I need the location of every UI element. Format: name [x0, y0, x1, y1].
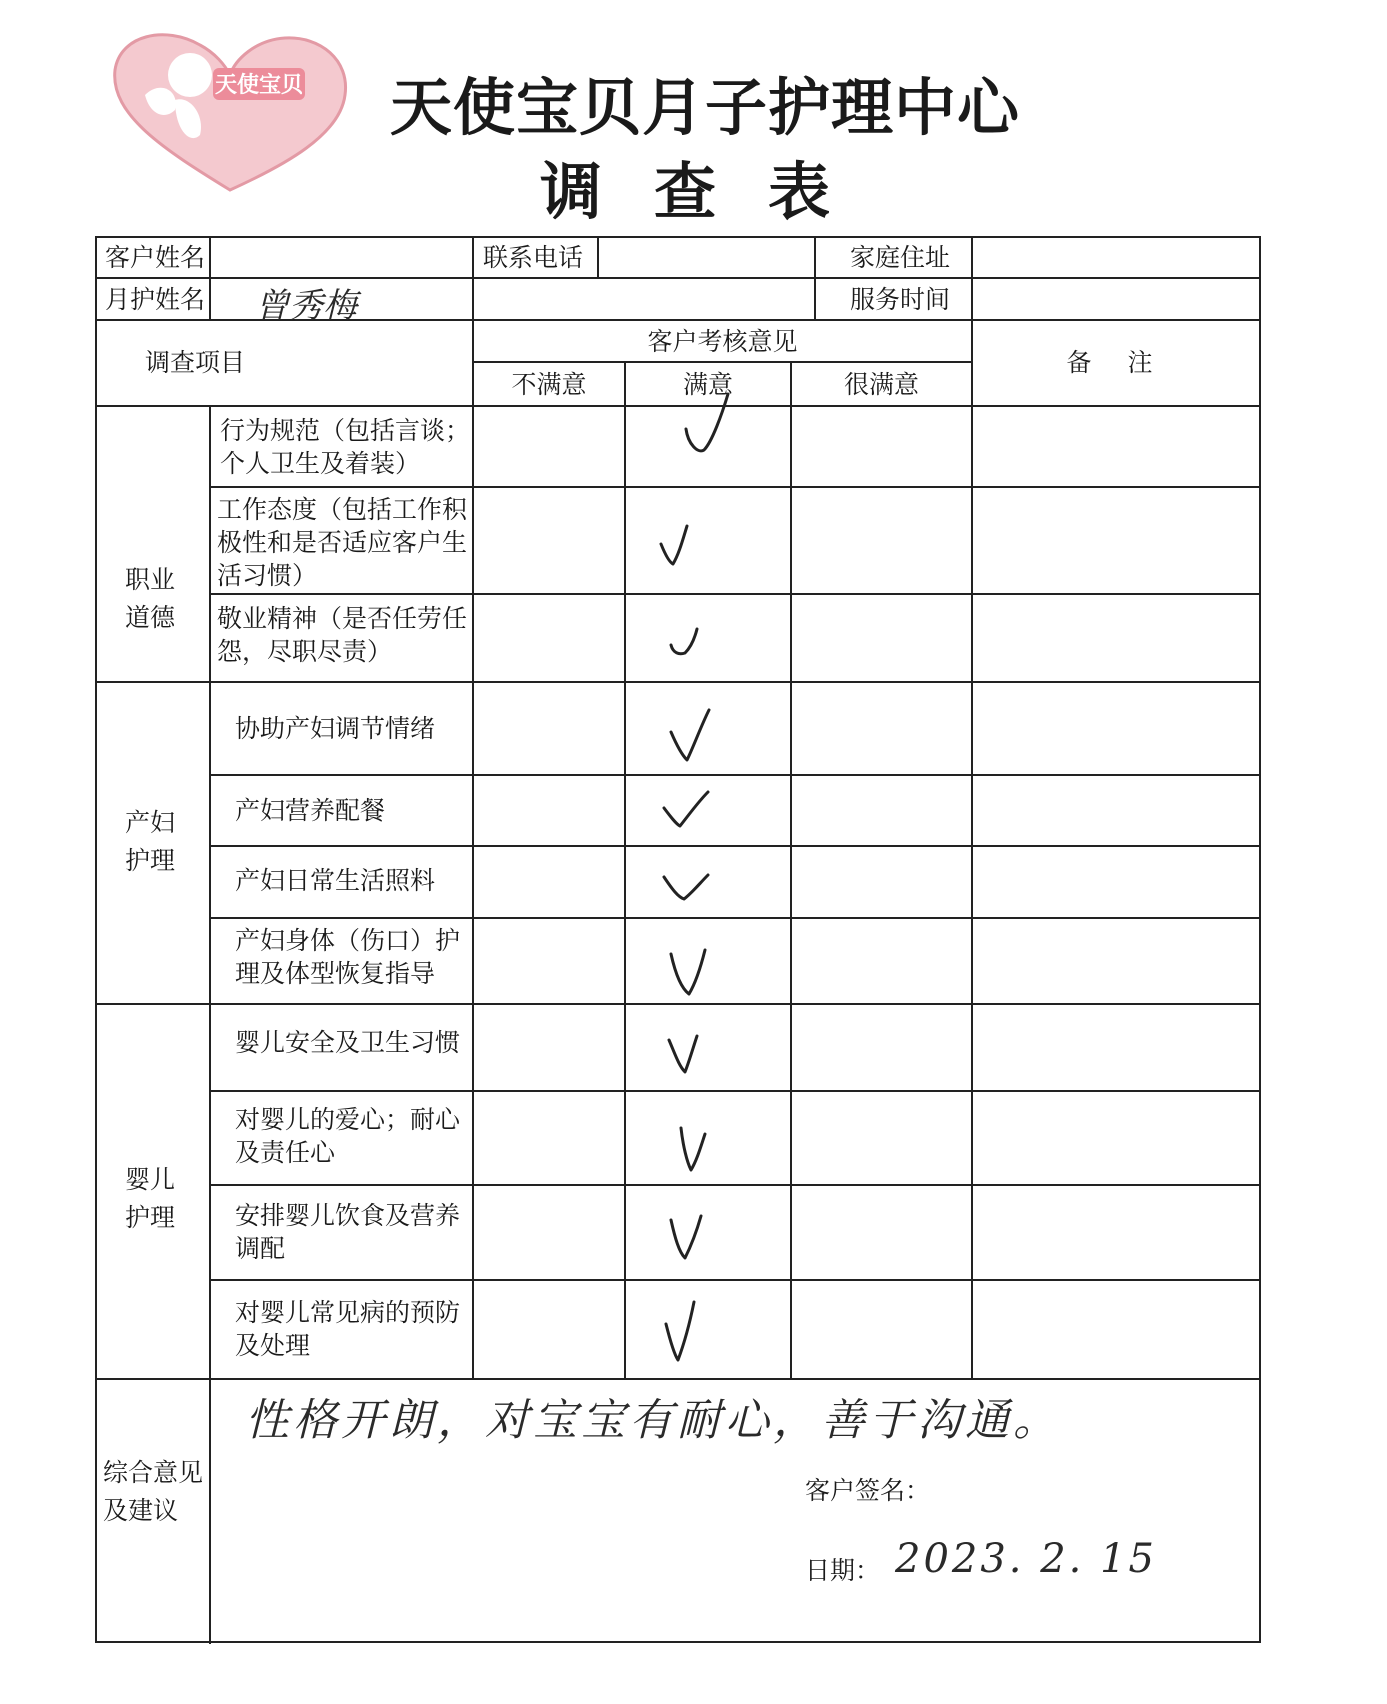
item-baby-diet: 安排婴儿饮食及营养 调配 — [235, 1201, 461, 1263]
service-time-label: 服务时间 — [850, 285, 951, 314]
nurse-name-value[interactable]: 曾秀梅 — [255, 286, 357, 326]
page-subtitle: 调查表 — [540, 155, 883, 228]
check-mark-icon[interactable] — [663, 1026, 713, 1086]
customer-opinion-header: 客户考核意见 — [647, 327, 798, 356]
col-satisfied-header: 满意 — [682, 370, 733, 399]
check-mark-icon[interactable] — [660, 786, 720, 836]
heart-angel-logo — [105, 20, 355, 195]
item-baby-illness: 对婴儿常见病的预防 及处理 — [235, 1298, 461, 1360]
check-mark-icon[interactable] — [660, 1294, 710, 1374]
item-dedication: 敬业精神（是否任劳任 怨，尽职尽责） — [217, 604, 468, 666]
check-mark-icon[interactable] — [665, 936, 715, 1006]
signature-label: 客户签名： — [805, 1476, 931, 1505]
page-title: 天使宝贝月子护理中心 — [390, 71, 1021, 144]
check-mark-icon[interactable] — [660, 861, 720, 911]
item-conduct: 行为规范（包括言谈； 个人卫生及着装） — [220, 416, 471, 478]
survey-form — [95, 236, 1261, 1644]
col-very-satisfied-header: 很满意 — [843, 370, 919, 399]
item-daily-care: 产妇日常生活照料 — [235, 866, 436, 895]
item-nutrition-meal: 产妇营养配餐 — [235, 796, 386, 825]
date-label: 日期： — [805, 1556, 881, 1585]
item-work-attitude: 工作态度（包括工作积 极性和是否适应客户生 活习惯） — [217, 495, 468, 590]
date-value[interactable]: 2023. 2. 15 — [895, 1536, 1158, 1582]
angel-head-icon — [168, 53, 212, 97]
remarks-header: 备 注 — [1066, 348, 1167, 377]
section-baby-care: 婴儿 护理 — [125, 1165, 176, 1232]
check-mark-icon[interactable] — [663, 621, 713, 671]
item-baby-love: 对婴儿的爱心；耐心 及责任心 — [235, 1105, 461, 1167]
item-emotion-support: 协助产妇调节情绪 — [235, 714, 436, 743]
summary-comment[interactable]: 性格开朗，对宝宝有耐心，善于沟通。 — [245, 1395, 1061, 1446]
address-label: 家庭住址 — [850, 243, 951, 272]
heart-shape — [115, 35, 346, 190]
logo-text: 天使宝贝 — [214, 73, 304, 98]
check-mark-icon[interactable] — [665, 1206, 715, 1276]
section-mother-care: 产妇 护理 — [125, 808, 176, 875]
section-ethics: 职业 道德 — [125, 565, 176, 632]
customer-name-label: 客户姓名 — [105, 243, 206, 272]
check-mark-icon[interactable] — [655, 514, 705, 574]
phone-label: 联系电话 — [483, 243, 584, 272]
check-mark-icon[interactable] — [665, 704, 725, 774]
item-baby-safety: 婴儿安全及卫生习惯 — [235, 1028, 461, 1057]
col-unsatisfied-header: 不满意 — [511, 370, 587, 399]
item-recovery-guidance: 产妇身体（伤口）护 理及体型恢复指导 — [235, 926, 461, 988]
summary-label: 综合意见 及建议 — [103, 1458, 204, 1525]
check-mark-icon[interactable] — [673, 1116, 723, 1186]
check-mark-icon[interactable] — [678, 384, 738, 464]
nurse-name-label: 月护姓名 — [105, 285, 206, 314]
survey-item-header: 调查项目 — [145, 348, 246, 377]
